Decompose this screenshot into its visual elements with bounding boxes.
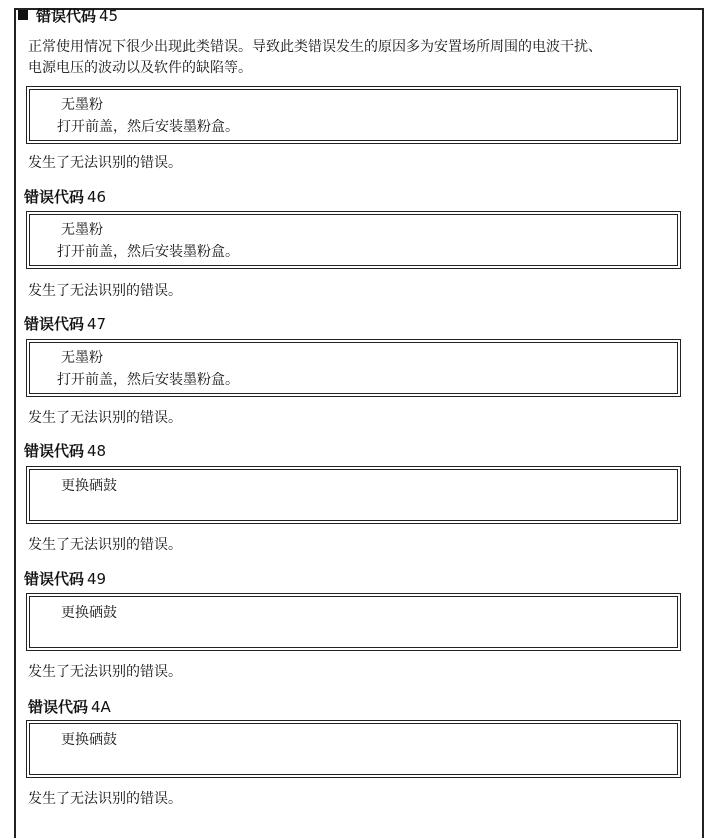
heading-title: 错误代码 (28, 698, 89, 716)
message-box-48 (26, 466, 681, 524)
heading-title: 错误代码 (24, 570, 85, 588)
message-title: 无墨粉 (61, 222, 103, 238)
status-text-49: 发生了无法识别的错误。 (28, 664, 182, 680)
heading-code: 45 (99, 7, 119, 25)
heading-code: 4A (91, 698, 111, 716)
status-text-4A: 发生了无法识别的错误。 (28, 791, 182, 807)
message-instruction: 打开前盖，然后安装墨粉盒。 (57, 119, 239, 135)
status-text-47: 发生了无法识别的错误。 (28, 410, 182, 426)
message-title: 更换硒鼓 (61, 732, 117, 748)
message-instruction: 打开前盖，然后安装墨粉盒。 (57, 372, 239, 388)
section-heading-46 (24, 188, 106, 206)
section-heading-48 (24, 442, 106, 460)
heading-code: 46 (87, 188, 107, 206)
status-text-45: 发生了无法识别的错误。 (28, 155, 182, 171)
message-box-46 (26, 211, 681, 269)
heading-code: 49 (87, 570, 107, 588)
heading-title: 错误代码 (24, 315, 85, 333)
message-title: 更换硒鼓 (61, 605, 117, 621)
heading-title: 错误代码 (36, 7, 97, 25)
message-title: 无墨粉 (61, 97, 103, 113)
section-heading-45 (18, 7, 118, 25)
message-title: 无墨粉 (61, 350, 103, 366)
message-box-45 (26, 86, 681, 144)
intro-line-1: 正常使用情况下很少出现此类错误。导致此类错误发生的原因多为安置场所周围的电波干扰、 (28, 39, 602, 55)
section-heading-49 (24, 570, 106, 588)
bullet-square-icon (18, 10, 28, 20)
message-title: 更换硒鼓 (61, 478, 117, 494)
message-box-47 (26, 339, 681, 397)
heading-code: 47 (87, 315, 107, 333)
heading-title: 错误代码 (24, 442, 85, 460)
status-text-46: 发生了无法识别的错误。 (28, 283, 182, 299)
status-text-48: 发生了无法识别的错误。 (28, 537, 182, 553)
heading-code: 48 (87, 442, 107, 460)
message-instruction: 打开前盖，然后安装墨粉盒。 (57, 244, 239, 260)
message-box-49 (26, 593, 681, 651)
intro-line-2: 电源电压的波动以及软件的缺陷等。 (28, 60, 252, 76)
message-box-4A (26, 720, 681, 778)
section-heading-4A (28, 698, 111, 716)
section-heading-47 (24, 315, 106, 333)
heading-title: 错误代码 (24, 188, 85, 206)
